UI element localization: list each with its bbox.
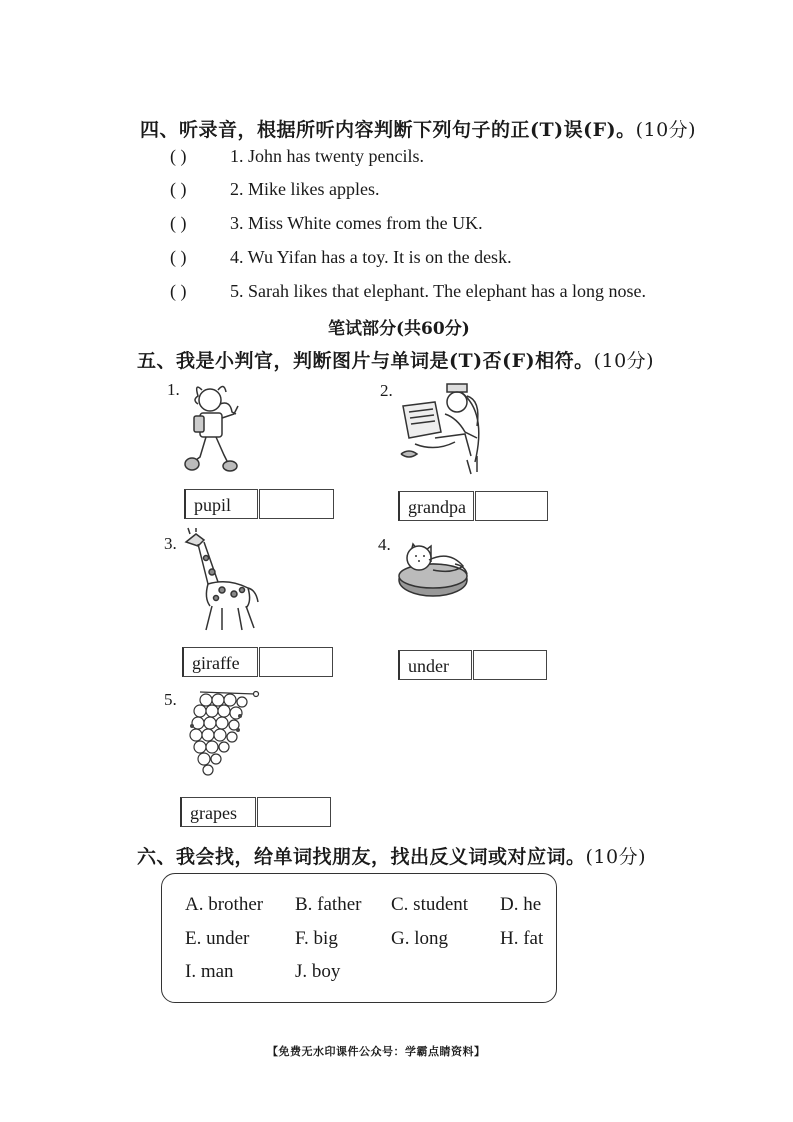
word-bank bbox=[161, 873, 557, 1003]
word-option: A. brother bbox=[185, 894, 264, 915]
sentence-text: 4. Wu Yifan has a toy. It is on the desk. bbox=[230, 247, 512, 267]
word-option: C. student bbox=[391, 894, 469, 915]
answer-paren[interactable]: ( ) bbox=[170, 281, 187, 301]
answer-paren[interactable]: ( ) bbox=[170, 179, 187, 199]
section5-heading bbox=[137, 346, 654, 373]
answer-box[interactable] bbox=[259, 647, 333, 677]
section4-heading-text: 四、听录音，根据所听内容判断下列句子的正(T)误(F)。 bbox=[140, 119, 636, 141]
sentence-text: 2. Mike likes apples. bbox=[230, 179, 380, 199]
giraffe-picture bbox=[178, 528, 268, 633]
item-number: 2. bbox=[380, 381, 393, 400]
word-option: E. under bbox=[185, 928, 250, 949]
word-box: giraffe bbox=[182, 647, 258, 677]
section6-heading bbox=[137, 842, 646, 869]
answer-paren[interactable]: ( ) bbox=[170, 146, 187, 166]
item-number: 5. bbox=[164, 690, 177, 709]
word-box: pupil bbox=[184, 489, 258, 519]
word-option: H. fat bbox=[500, 928, 544, 949]
section4-score: (10分) bbox=[635, 119, 697, 141]
sentence-text: 3. Miss White comes from the UK. bbox=[230, 213, 483, 233]
section4-item-1 bbox=[170, 146, 424, 167]
answer-box[interactable] bbox=[259, 489, 334, 519]
section4-heading bbox=[140, 115, 696, 142]
section6-heading-text: 六、我会找，给单词找朋友，找出反义词或对应词。 bbox=[137, 846, 586, 868]
section4-item-2 bbox=[170, 179, 379, 200]
word-option: G. long bbox=[391, 928, 448, 949]
word-option: F. big bbox=[295, 928, 338, 949]
written-part-title: 笔试部分(共60分) bbox=[328, 319, 470, 339]
girl-with-backpack-picture bbox=[180, 380, 250, 475]
item-number: 1. bbox=[167, 380, 180, 399]
section4-item-5 bbox=[170, 281, 646, 302]
answer-box[interactable] bbox=[257, 797, 331, 827]
section6-score: (10分) bbox=[585, 846, 647, 868]
section4-item-4 bbox=[170, 247, 512, 268]
sentence-text: 1. John has twenty pencils. bbox=[230, 146, 424, 166]
word-option: D. he bbox=[500, 894, 542, 915]
item-number: 4. bbox=[378, 535, 391, 554]
word-option: B. father bbox=[295, 894, 362, 915]
answer-paren[interactable]: ( ) bbox=[170, 213, 187, 233]
answer-paren[interactable]: ( ) bbox=[170, 247, 187, 267]
section5-score: (10分) bbox=[593, 350, 655, 372]
word-box: grapes bbox=[180, 797, 256, 827]
answer-box[interactable] bbox=[475, 491, 548, 521]
section5-heading-text: 五、我是小判官，判断图片与单词是(T)否(F)相符。 bbox=[137, 350, 594, 372]
word-option: I. man bbox=[185, 961, 234, 982]
grandpa-reading-newspaper-picture bbox=[395, 382, 495, 477]
word-box: under bbox=[398, 650, 472, 680]
word-box: grandpa bbox=[398, 491, 474, 521]
footer-note: 【免费无水印课件公众号：学霸点睛资料】 bbox=[267, 1045, 486, 1058]
word-option: J. boy bbox=[295, 961, 341, 982]
sentence-text: 5. Sarah likes that elephant. The elephant has a long nose. bbox=[230, 281, 647, 301]
cat-on-cushion-picture bbox=[395, 530, 475, 602]
section4-item-3 bbox=[170, 213, 483, 234]
item-number: 3. bbox=[164, 534, 177, 553]
grapes-bunch-picture bbox=[180, 686, 260, 786]
answer-box[interactable] bbox=[473, 650, 547, 680]
